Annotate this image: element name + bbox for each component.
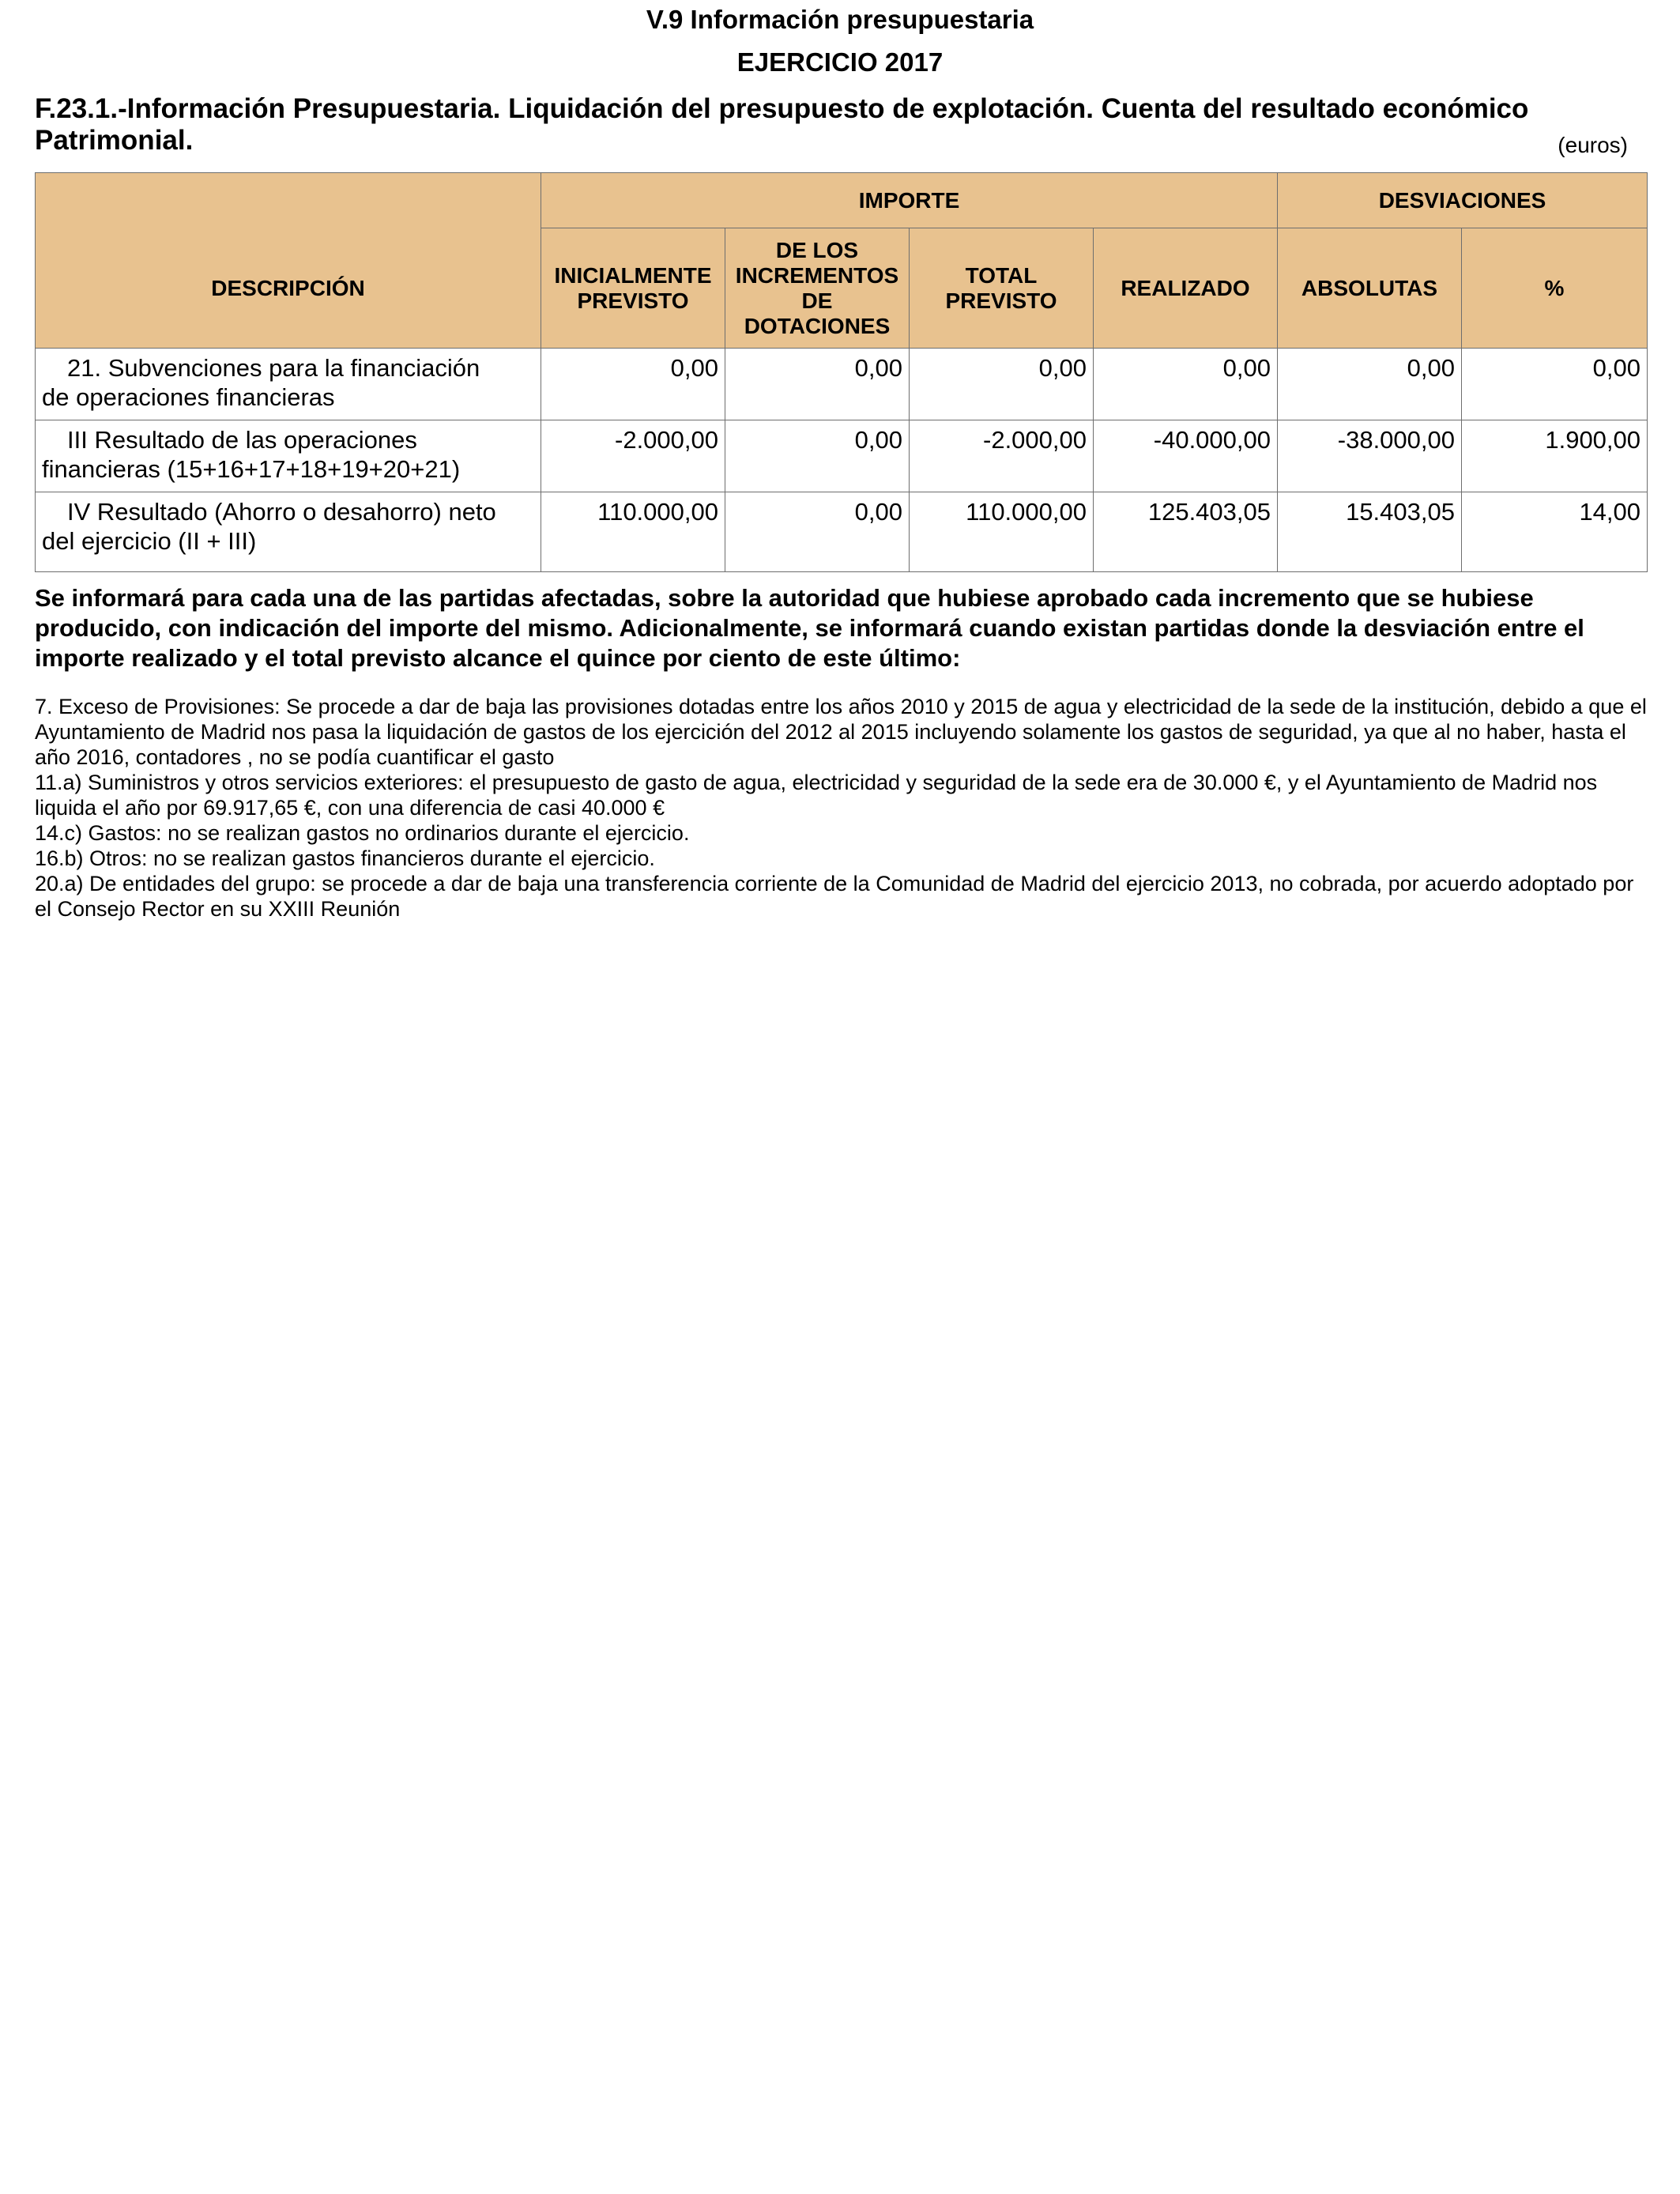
group-header-desviaciones: DESVIACIONES [1278,173,1648,228]
fiscal-year-heading: EJERCICIO 2017 [736,47,944,77]
cell-total-previsto: -2.000,00 [910,420,1094,492]
row-description-rest: de operaciones financieras [42,383,335,411]
cell-incrementos: 0,00 [725,492,910,572]
cell-absolutas: 15.403,05 [1278,492,1462,572]
note-item: 14.c) Gastos: no se realizan gastos no ordinarios durante el ejercicio. [35,821,690,845]
notes-list [35,694,1647,922]
cell-realizado: 0,00 [1094,349,1278,420]
deviation-note-heading: Se informará para cada una de las partidas afectadas, sobre la autoridad que hubiese aprobado cada incremento que se hubiese producido, con indicación del importe del mismo. Adicionalmente, se informará cuando existan partidas donde la desviación entre el importe realizado y el total previsto alcance el quince por ciento de este último: [35,584,1584,672]
cell-porcentaje: 14,00 [1462,492,1648,572]
cell-absolutas: -38.000,00 [1278,420,1462,492]
note-item: 7. Exceso de Provisiones: Se procede a dar de baja las provisiones dotadas entre los años 2010 y 2015 de agua y electricidad de la sede de la institución, debido a que el Ayuntamiento de Madrid nos pasa la liquidación de gastos de los ejercición del 2012 al 2015 incluyendo solamente los gastos de seguridad, ya que al no haber, hasta el año 2016, contadores , no se podía cuantificar el gasto [35,695,1647,769]
row-description-first-line: 21. Subvenciones para la financiación [67,354,480,382]
cell-realizado: 125.403,05 [1094,492,1278,572]
cell-incrementos: 0,00 [725,420,910,492]
table-row [36,349,1648,420]
col-header-descripcion: DESCRIPCIÓN [36,173,541,349]
cell-absolutas: 0,00 [1278,349,1462,420]
col-header-incrementos: DE LOS INCREMENTOS DE DOTACIONES [725,228,910,349]
cell-inicialmente-previsto: -2.000,00 [541,420,725,492]
row-description-rest: del ejercicio (II + III) [42,527,257,555]
table-row [36,492,1648,572]
cell-total-previsto: 110.000,00 [910,492,1094,572]
budget-table [35,172,1648,572]
cell-porcentaje: 1.900,00 [1462,420,1648,492]
cell-total-previsto: 0,00 [910,349,1094,420]
cell-incrementos: 0,00 [725,349,910,420]
note-item: 20.a) De entidades del grupo: se procede a dar de baja una transferencia corriente de la Comunidad de Madrid del ejercicio 2013, no cobrada, por acuerdo adoptado por el Consejo Rector en su XXIII Reunión [35,872,1634,921]
col-header-inicialmente-previsto: INICIALMENTE PREVISTO [541,228,725,349]
row-description [36,349,541,420]
cell-inicialmente-previsto: 110.000,00 [541,492,725,572]
row-description [36,420,541,492]
table-group-header-row [36,173,1648,228]
col-header-total-previsto: TOTAL PREVISTO [910,228,1094,349]
note-item: 11.a) Suministros y otros servicios exteriores: el presupuesto de gasto de agua, electricidad y seguridad de la sede era de 30.000 €, y el Ayuntamiento de Madrid nos liquida el año por 69.917,65 €, con una diferencia de casi 40.000 € [35,771,1598,820]
note-item: 16.b) Otros: no se realizan gastos financieros durante el ejercicio. [35,846,655,870]
row-description-first-line: IV Resultado (Ahorro o desahorro) neto [67,498,496,526]
col-header-realizado: REALIZADO [1094,228,1278,349]
col-header-absolutas: ABSOLUTAS [1278,228,1462,349]
row-description [36,492,541,572]
col-header-porcentaje: % [1462,228,1648,349]
page-title: F.23.1.-Información Presupuestaria. Liquidación del presupuesto de explotación. Cuenta del resultado económico Patrimonial. [35,93,1529,156]
units-label: (euros) [1558,133,1628,157]
cell-inicialmente-previsto: 0,00 [541,349,725,420]
row-description-rest: financieras (15+16+17+18+19+20+21) [42,455,461,483]
group-header-importe: IMPORTE [541,173,1278,228]
table-row [36,420,1648,492]
row-description-first-line: III Resultado de las operaciones [67,426,417,454]
cell-porcentaje: 0,00 [1462,349,1648,420]
cell-realizado: -40.000,00 [1094,420,1278,492]
section-heading: V.9 Información presupuestaria [646,5,1034,34]
